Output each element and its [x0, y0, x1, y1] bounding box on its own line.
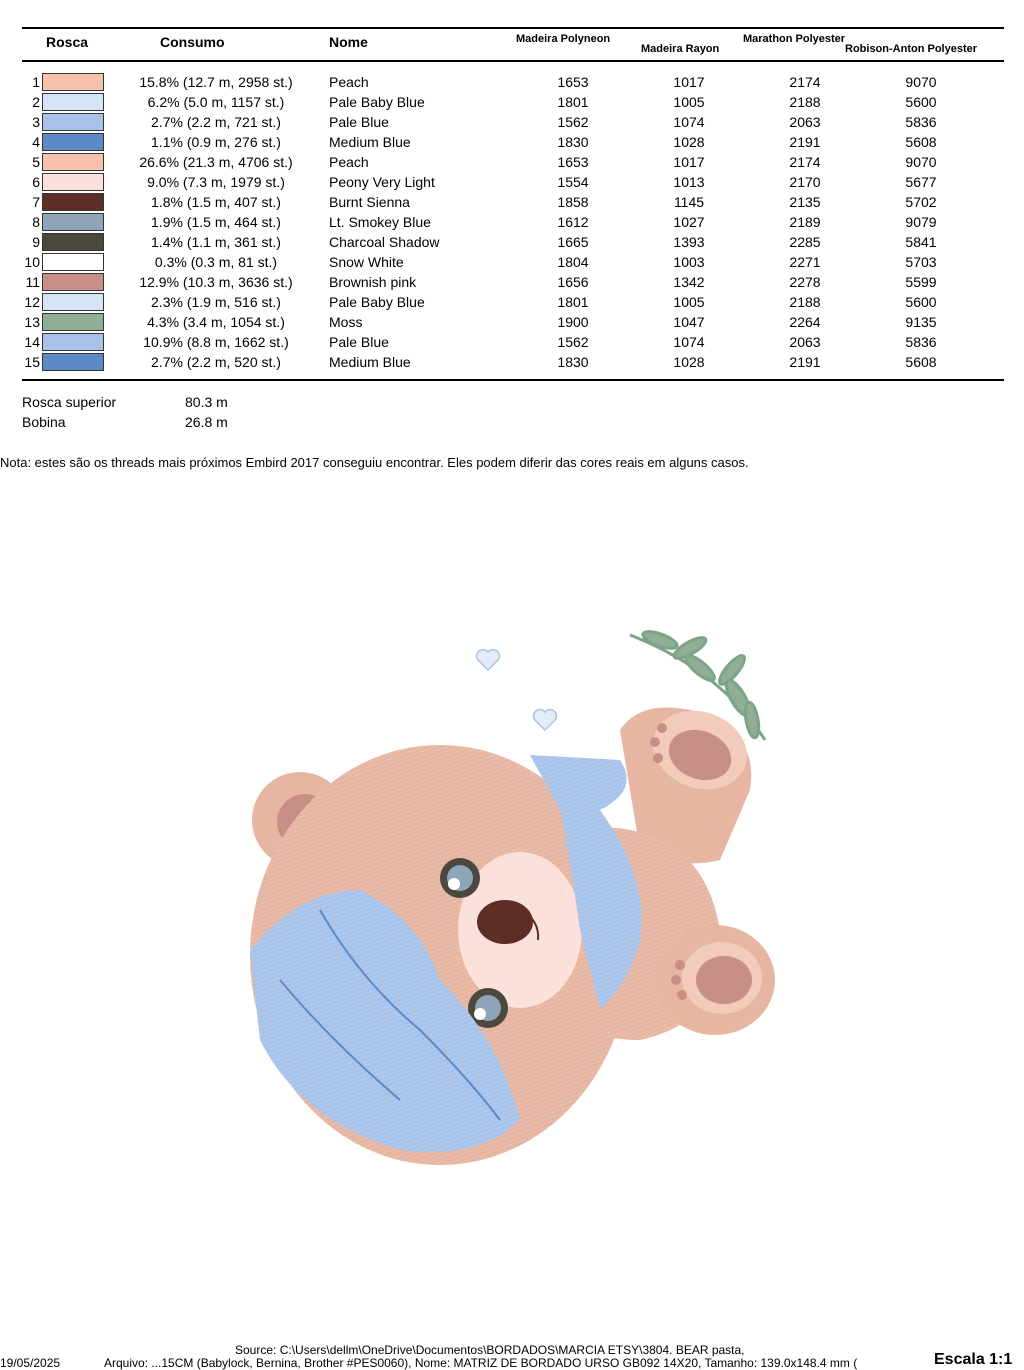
footer-date: 19/05/2025	[0, 1356, 61, 1370]
header-madeira-rayon: Madeira Rayon	[641, 43, 720, 55]
row-nome: Moss	[329, 314, 363, 330]
row-madeira-rayon: 1017	[673, 154, 705, 170]
row-consumo: 1.8% (1.5 m, 407 st.)	[151, 194, 281, 210]
color-swatch	[42, 153, 104, 171]
row-robison: 9070	[905, 154, 937, 170]
header-madeira-polyneon: Madeira Polyneon	[516, 33, 611, 45]
row-consumo: 4.3% (3.4 m, 1054 st.)	[147, 314, 285, 330]
row-consumo: 6.2% (5.0 m, 1157 st.)	[147, 94, 285, 110]
row-madeira-rayon: 1005	[673, 294, 705, 310]
row-nome: Pale Blue	[329, 334, 389, 350]
row-index: 8	[32, 214, 40, 230]
row-robison: 5600	[905, 94, 937, 110]
color-swatch	[42, 73, 104, 91]
header-robison-anton-polyester: Robison-Anton Polyester	[845, 43, 978, 55]
row-madeira-rayon: 1028	[673, 134, 705, 150]
table-header-rule	[22, 60, 1004, 62]
table-row	[0, 332, 1024, 352]
table-row	[0, 72, 1024, 92]
row-madeira-rayon: 1003	[673, 254, 705, 270]
row-robison: 5600	[905, 294, 937, 310]
header-marathon-polyester: Marathon Polyester	[743, 33, 846, 45]
row-index: 7	[32, 194, 40, 210]
row-marathon: 2189	[789, 214, 821, 230]
row-consumo: 9.0% (7.3 m, 1979 st.)	[147, 174, 285, 190]
row-index: 6	[32, 174, 40, 190]
row-nome: Peach	[329, 154, 369, 170]
row-nome: Peony Very Light	[329, 174, 435, 190]
row-madeira-polyneon: 1653	[557, 74, 589, 90]
footer-scale: Escala 1:1	[934, 1351, 1013, 1368]
row-marathon: 2188	[789, 94, 821, 110]
color-swatch	[42, 353, 104, 371]
row-consumo: 1.1% (0.9 m, 276 st.)	[151, 134, 281, 150]
row-marathon: 2174	[789, 154, 821, 170]
row-consumo: 26.6% (21.3 m, 4706 st.)	[139, 154, 293, 170]
row-nome: Pale Blue	[329, 114, 389, 130]
row-nome: Burnt Sienna	[329, 194, 410, 210]
row-madeira-polyneon: 1554	[557, 174, 589, 190]
summary-top-thread-value: 80.3 m	[185, 394, 228, 410]
row-marathon: 2285	[789, 234, 821, 250]
row-index: 4	[32, 134, 40, 150]
row-madeira-polyneon: 1804	[557, 254, 589, 270]
color-swatch	[42, 293, 104, 311]
row-robison: 5608	[905, 134, 937, 150]
row-robison: 9079	[905, 214, 937, 230]
row-index: 11	[25, 274, 40, 290]
row-madeira-polyneon: 1830	[557, 354, 589, 370]
summary-bobbin-value: 26.8 m	[185, 414, 228, 430]
row-consumo: 2.7% (2.2 m, 520 st.)	[151, 354, 281, 370]
footer-source: Source: C:\Users\dellm\OneDrive\Documentos\BORDADOS\MARCIA ETSY\3804. BEAR pasta,	[235, 1343, 745, 1357]
row-nome: Brownish pink	[329, 274, 417, 290]
row-consumo: 15.8% (12.7 m, 2958 st.)	[139, 74, 293, 90]
row-nome: Pale Baby Blue	[329, 94, 425, 110]
row-consumo: 0.3% (0.3 m, 81 st.)	[154, 254, 278, 270]
row-nome: Medium Blue	[329, 354, 411, 370]
row-nome: Charcoal Shadow	[329, 234, 440, 250]
summary-top-thread-label: Rosca superior	[22, 394, 117, 410]
row-madeira-rayon: 1027	[673, 214, 705, 230]
color-swatch	[42, 253, 104, 271]
table-row	[0, 252, 1024, 272]
row-madeira-rayon: 1074	[673, 114, 705, 130]
row-index: 1	[32, 74, 40, 90]
summary-bobbin-label: Bobina	[22, 414, 66, 430]
row-robison: 5599	[905, 274, 937, 290]
row-robison: 5841	[905, 234, 937, 250]
row-marathon: 2170	[789, 174, 821, 190]
bear-foot	[655, 925, 775, 1035]
row-robison: 9070	[905, 74, 937, 90]
row-consumo: 1.9% (1.5 m, 464 st.)	[151, 214, 281, 230]
footer-file: Arquivo: ...15CM (Babylock, Bernina, Brother #PES0060), Nome: MATRIZ DE BORDADO URSO GB092 14X20, Tamanho: 139.0x148.4 mm (	[104, 1356, 858, 1370]
table-row	[0, 112, 1024, 132]
row-index: 12	[24, 294, 40, 310]
table-row	[0, 292, 1024, 312]
row-index: 14	[24, 334, 40, 350]
row-madeira-rayon: 1047	[673, 314, 705, 330]
row-madeira-rayon: 1342	[673, 274, 705, 290]
row-index: 3	[32, 114, 40, 130]
row-robison: 5836	[905, 114, 937, 130]
row-nome: Pale Baby Blue	[329, 294, 425, 310]
row-robison: 5836	[905, 334, 937, 350]
row-madeira-rayon: 1145	[673, 194, 705, 210]
row-madeira-polyneon: 1656	[557, 274, 589, 290]
row-robison: 5702	[905, 194, 937, 210]
row-marathon: 2278	[789, 274, 821, 290]
color-swatch	[42, 93, 104, 111]
table-row	[0, 232, 1024, 252]
row-madeira-polyneon: 1900	[557, 314, 589, 330]
table-row	[0, 132, 1024, 152]
row-madeira-polyneon: 1858	[557, 194, 589, 210]
row-index: 2	[32, 94, 40, 110]
table-row	[0, 272, 1024, 292]
table-row	[0, 152, 1024, 172]
row-madeira-polyneon: 1830	[557, 134, 589, 150]
row-index: 13	[24, 314, 40, 330]
row-nome: Peach	[329, 74, 369, 90]
row-madeira-polyneon: 1665	[557, 234, 589, 250]
header-rosca: Rosca	[46, 34, 89, 50]
row-consumo: 12.9% (10.3 m, 3636 st.)	[139, 274, 293, 290]
color-swatch	[42, 313, 104, 331]
row-marathon: 2271	[789, 254, 821, 270]
row-marathon: 2264	[789, 314, 821, 330]
row-consumo: 1.4% (1.1 m, 361 st.)	[151, 234, 281, 250]
table-row	[0, 312, 1024, 332]
row-madeira-rayon: 1074	[673, 334, 705, 350]
row-consumo: 10.9% (8.8 m, 1662 st.)	[143, 334, 289, 350]
row-nome: Snow White	[329, 254, 404, 270]
color-swatch	[42, 113, 104, 131]
row-madeira-rayon: 1017	[673, 74, 705, 90]
row-madeira-polyneon: 1801	[557, 294, 589, 310]
row-marathon: 2063	[789, 334, 821, 350]
color-swatch	[42, 273, 104, 291]
table-row	[0, 172, 1024, 192]
table-row	[0, 352, 1024, 372]
row-madeira-polyneon: 1562	[557, 114, 589, 130]
row-robison: 9135	[905, 314, 937, 330]
header-consumo: Consumo	[160, 34, 225, 50]
row-madeira-rayon: 1393	[673, 234, 705, 250]
row-robison: 5703	[905, 254, 937, 270]
row-index: 10	[24, 254, 40, 270]
table-row	[0, 192, 1024, 212]
header-nome: Nome	[329, 34, 368, 50]
row-madeira-polyneon: 1612	[557, 214, 589, 230]
row-marathon: 2135	[789, 194, 821, 210]
row-robison: 5677	[905, 174, 937, 190]
row-madeira-polyneon: 1562	[557, 334, 589, 350]
row-index: 15	[24, 354, 40, 370]
row-marathon: 2188	[789, 294, 821, 310]
disclaimer-note: Nota: estes são os threads mais próximos Embird 2017 conseguiu encontrar. Eles podem diferir das cores reais em alguns casos.	[0, 455, 749, 470]
row-marathon: 2063	[789, 114, 821, 130]
row-madeira-polyneon: 1653	[557, 154, 589, 170]
row-marathon: 2174	[789, 74, 821, 90]
row-madeira-rayon: 1028	[673, 354, 705, 370]
color-swatch	[42, 333, 104, 351]
table-bottom-rule	[22, 379, 1004, 381]
color-swatch	[42, 213, 104, 231]
row-madeira-polyneon: 1801	[557, 94, 589, 110]
row-marathon: 2191	[789, 134, 821, 150]
row-madeira-rayon: 1013	[673, 174, 705, 190]
row-index: 9	[32, 234, 40, 250]
table-row	[0, 92, 1024, 112]
color-swatch	[42, 173, 104, 191]
row-robison: 5608	[905, 354, 937, 370]
row-madeira-rayon: 1005	[673, 94, 705, 110]
row-consumo: 2.3% (1.9 m, 516 st.)	[151, 294, 281, 310]
color-swatch	[42, 233, 104, 251]
table-row	[0, 212, 1024, 232]
row-nome: Medium Blue	[329, 134, 411, 150]
row-marathon: 2191	[789, 354, 821, 370]
row-consumo: 2.7% (2.2 m, 721 st.)	[151, 114, 281, 130]
row-nome: Lt. Smokey Blue	[329, 214, 431, 230]
table-top-rule	[22, 27, 1004, 29]
embroidery-preview	[0, 560, 1024, 1320]
color-swatch	[42, 193, 104, 211]
row-index: 5	[32, 154, 40, 170]
color-swatch	[42, 133, 104, 151]
